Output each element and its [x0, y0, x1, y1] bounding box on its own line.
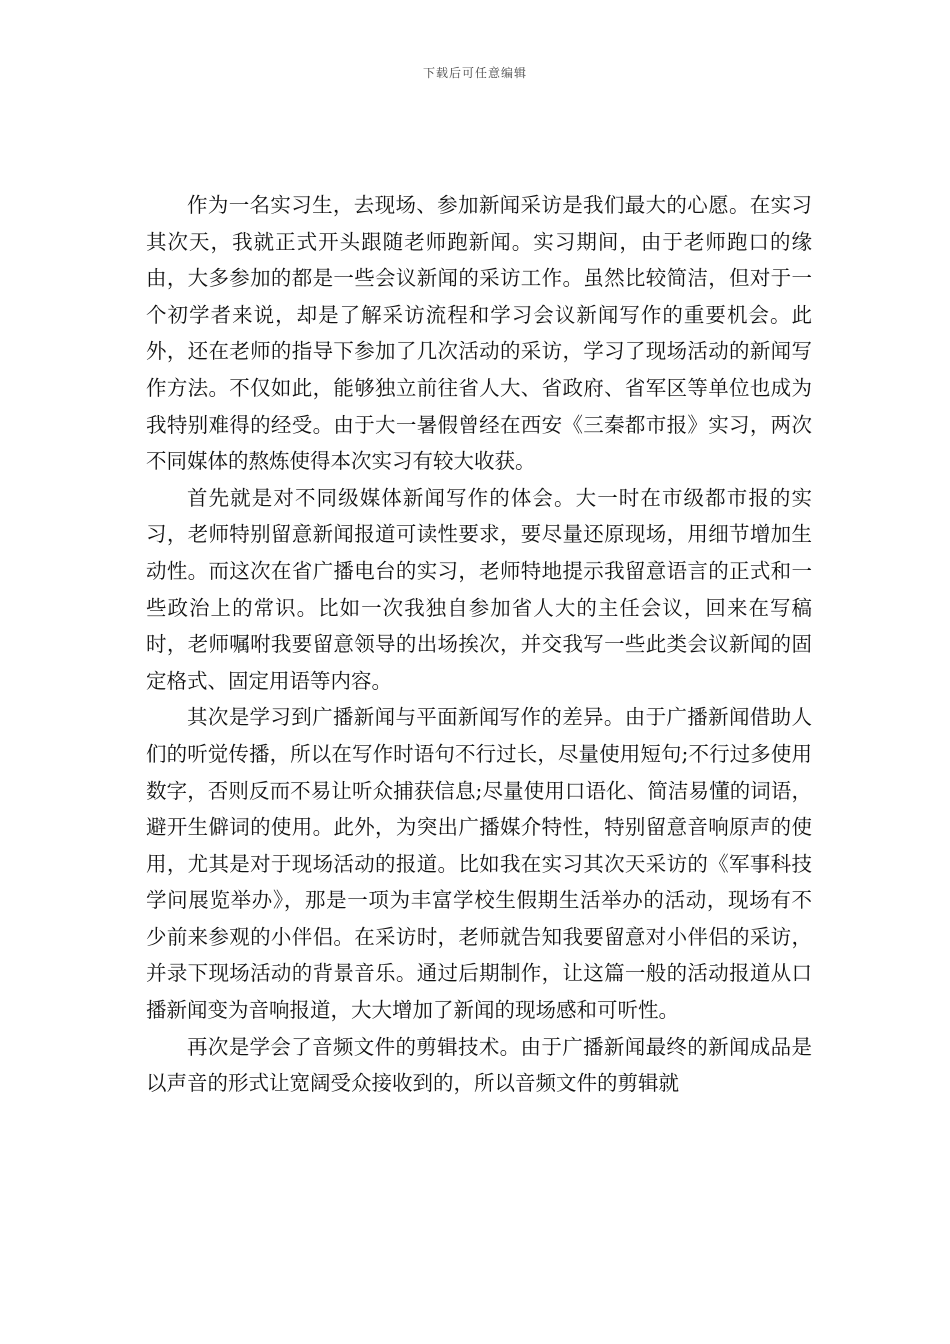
paragraph: 作为一名实习生，去现场、参加新闻采访是我们最大的心愿。在实习其次天，我就正式开头跟随老师跑新闻。实习期间，由于老师跑口的缘由，大多参加的都是一些会议新闻的采访工作。虽然比较简洁，但对于一个初学者来说，却是了解采访流程和学习会议新闻写作的重要机会。此外，还在老师的指导下参加了几次活动的采访，学习了现场活动的新闻写作方法。不仅如此，能够独立前往省人大、省政府、省军区等单位也成为我特别难得的经受。由于大一暑假曾经在西安《三秦都市报》实习，两次不同媒体的熬炼使得本次实习有较大收获。 — [146, 193, 812, 474]
paragraph: 首先就是对不同级媒体新闻写作的体会。大一时在市级都市报的实习，老师特别留意新闻报道可读性要求，要尽量还原现场，用细节增加生动性。而这次在省广播电台的实习，老师特地提示我留意语言的正式和一些政治上的常识。比如一次我独自参加省人大的主任会议，回来在写稿时，老师嘱咐我要留意领导的出场挨次，并交我写一些此类会议新闻的固定格式、固定用语等内容。 — [146, 485, 812, 693]
page-header: 下载后可任意编辑 — [422, 66, 527, 80]
paragraph: 其次是学习到广播新闻与平面新闻写作的差异。由于广播新闻借助人们的听觉传播，所以在写作时语句不行过长，尽量使用短句;不行过多使用数字，否则反而不易让听众捕获信息;尽量使用口语化、简洁易懂的词语，避开生僻词的使用。此外，为突出广播媒介特性，特别留意音响原声的使用，尤其是对于现场活动的报道。比如我在实习其次天采访的《军事科技学问展览举办》，那是一项为丰富学校生假期生活举办的活动，现场有不少前来参观的小伴侣。在采访时，老师就告知我要留意对小伴侣的采访，并录下现场活动的背景音乐。通过后期制作，让这篇一般的活动报道从口播新闻变为音响报道，大大增加了新闻的现场感和可听性。 — [146, 705, 812, 1023]
document-body — [146, 187, 812, 1102]
paragraph: 再次是学会了音频文件的剪辑技术。由于广播新闻最终的新闻成品是以声音的形式让宽阔受众接收到的，所以音频文件的剪辑就 — [146, 1034, 812, 1096]
